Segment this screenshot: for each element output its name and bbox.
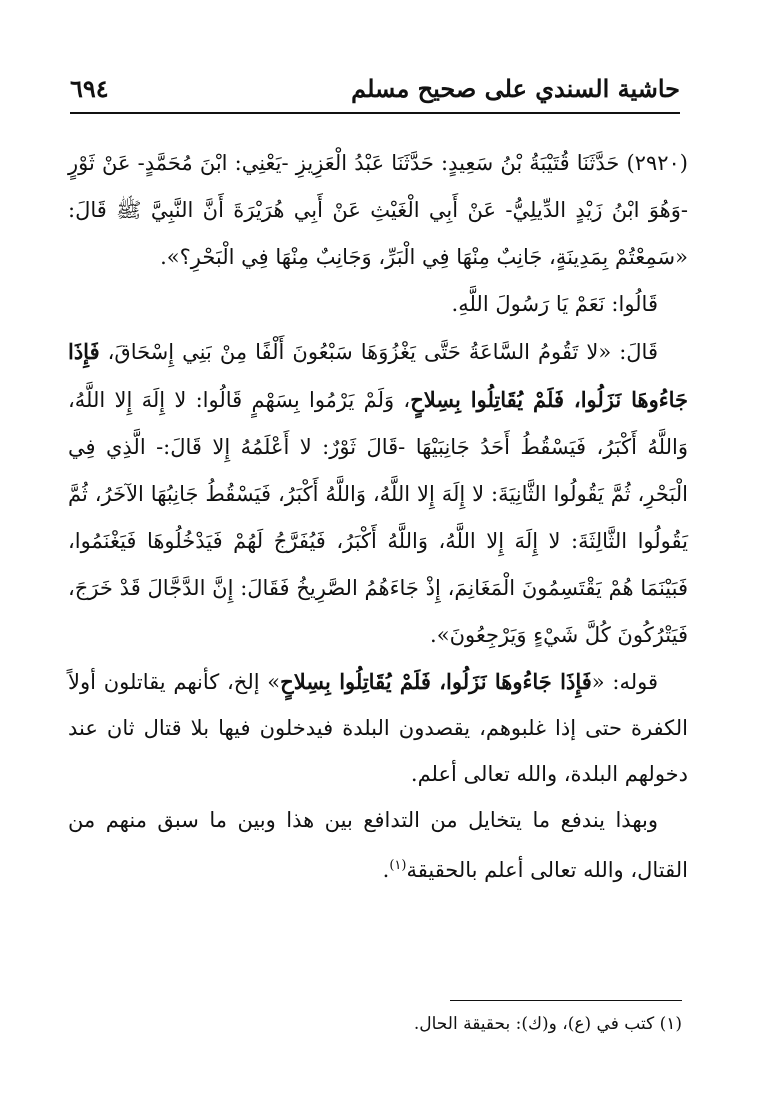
commentary-2-text: وبهذا يندفع ما يتخايل من التدافع بين هذا وبين ما سبق منهم من القتال، والله تعالى أعلم بالحقيقة — [68, 808, 688, 882]
hadith-matn-part-1: قَالَ: «لا تَقُومُ السَّاعَةُ حَتَّى يَغْزُوَهَا سَبْعُونَ أَلْفًا مِنْ بَنِي إِسْحَاقَ، — [99, 340, 658, 364]
hadith-matn-bold: فَإِذَا جَاءُوهَا نَزَلُوا، فَلَمْ يُقَاتِلُوا بِسِلاحٍ — [68, 339, 688, 412]
commentary-1-bold: فَإِذَا جَاءُوهَا نَزَلُوا، فَلَمْ يُقَاتِلُوا بِسِلاحٍ — [280, 669, 592, 694]
commentary-1-post: » إلخ، كأنهم يقاتلون أولاً الكفرة حتى إذا غلبوهم، يقصدون البلدة فيدخلون فيها بلا قتال ثان عند دخولهم البلدة، والله تعالى أعلم. — [68, 670, 688, 786]
page-header — [70, 72, 680, 114]
footnote-divider — [450, 1000, 682, 1001]
footnote: (١) كتب في (ع)، و(ك): بحقيقة الحال. — [413, 1014, 682, 1034]
book-title: حاشية السندي على صحيح مسلم — [351, 74, 680, 103]
hadith-isnad-paragraph: (٢٩٢٠) حَدَّثَنَا قُتَيْبَةُ بْنُ سَعِيدٍ: حَدَّثَنَا عَبْدُ الْعَزِيزِ -يَعْنِي: ابْنَ مُحَمَّدٍ- عَنْ ثَوْرٍ -وَهُوَ ابْنُ زَيْدٍ الدِّيلِيُّ- عَنْ أَبِي الْغَيْثِ عَنْ أَبِي هُرَيْرَةَ أَنَّ النَّبِيَّ ﷺ قَالَ: «سَمِعْتُمْ بِمَدِينَةٍ، جَانِبٌ مِنْهَا فِي الْبَرِّ، وَجَانِبٌ مِنْهَا فِي الْبَحْرِ؟». — [68, 151, 688, 269]
commentary-paragraph-2 — [68, 797, 688, 893]
main-text — [68, 140, 688, 893]
hadith-matn-paragraph — [68, 328, 688, 659]
hadith-reply-paragraph: قَالُوا: نَعَمْ يَا رَسُولَ اللَّهِ. — [451, 292, 658, 316]
hadith-matn-part-2: ، وَلَمْ يَرْمُوا بِسَهْمٍ قَالُوا: لا إِلَهَ إِلا اللَّهُ، وَاللَّهُ أَكْبَرُ، فَيَسْقُطُ أَحَدُ جَانِبَيْهَا -قَالَ ثَوْرٌ: لا أَعْلَمُهُ إِلا قَالَ:- الَّذِي فِي الْبَحْرِ، ثُمَّ يَقُولُوا الثَّانِيَةَ: لا إِلَهَ إِلا اللَّهُ، وَاللَّهُ أَكْبَرُ، فَيَسْقُطُ جَانِبُهَا الآخَرُ، ثُمَّ يَقُولُوا الثَّالِثَةَ: لا إِلَهَ إِلا اللَّهُ، وَاللَّهُ أَكْبَرُ، فَيُفَرَّجُ لَهُمْ فَيَدْخُلُوهَا فَيَغْنَمُوا، فَبَيْنَمَا هُمْ يَقْتَسِمُونَ الْمَغَانِمَ، إِذْ جَاءَهُمُ الصَّرِيخُ فَقَالَ: إِنَّ الدَّجَّالَ قَدْ خَرَجَ، فَيَتْرُكُونَ كُلَّ شَيْءٍ وَيَرْجِعُونَ». — [68, 388, 688, 647]
page-number: ٦٩٤ — [70, 74, 109, 103]
commentary-1-pre: قوله: « — [591, 670, 658, 694]
commentary-2-end: . — [382, 858, 390, 882]
commentary-paragraph-1 — [68, 659, 688, 797]
footnote-marker: (١) — [389, 858, 407, 873]
